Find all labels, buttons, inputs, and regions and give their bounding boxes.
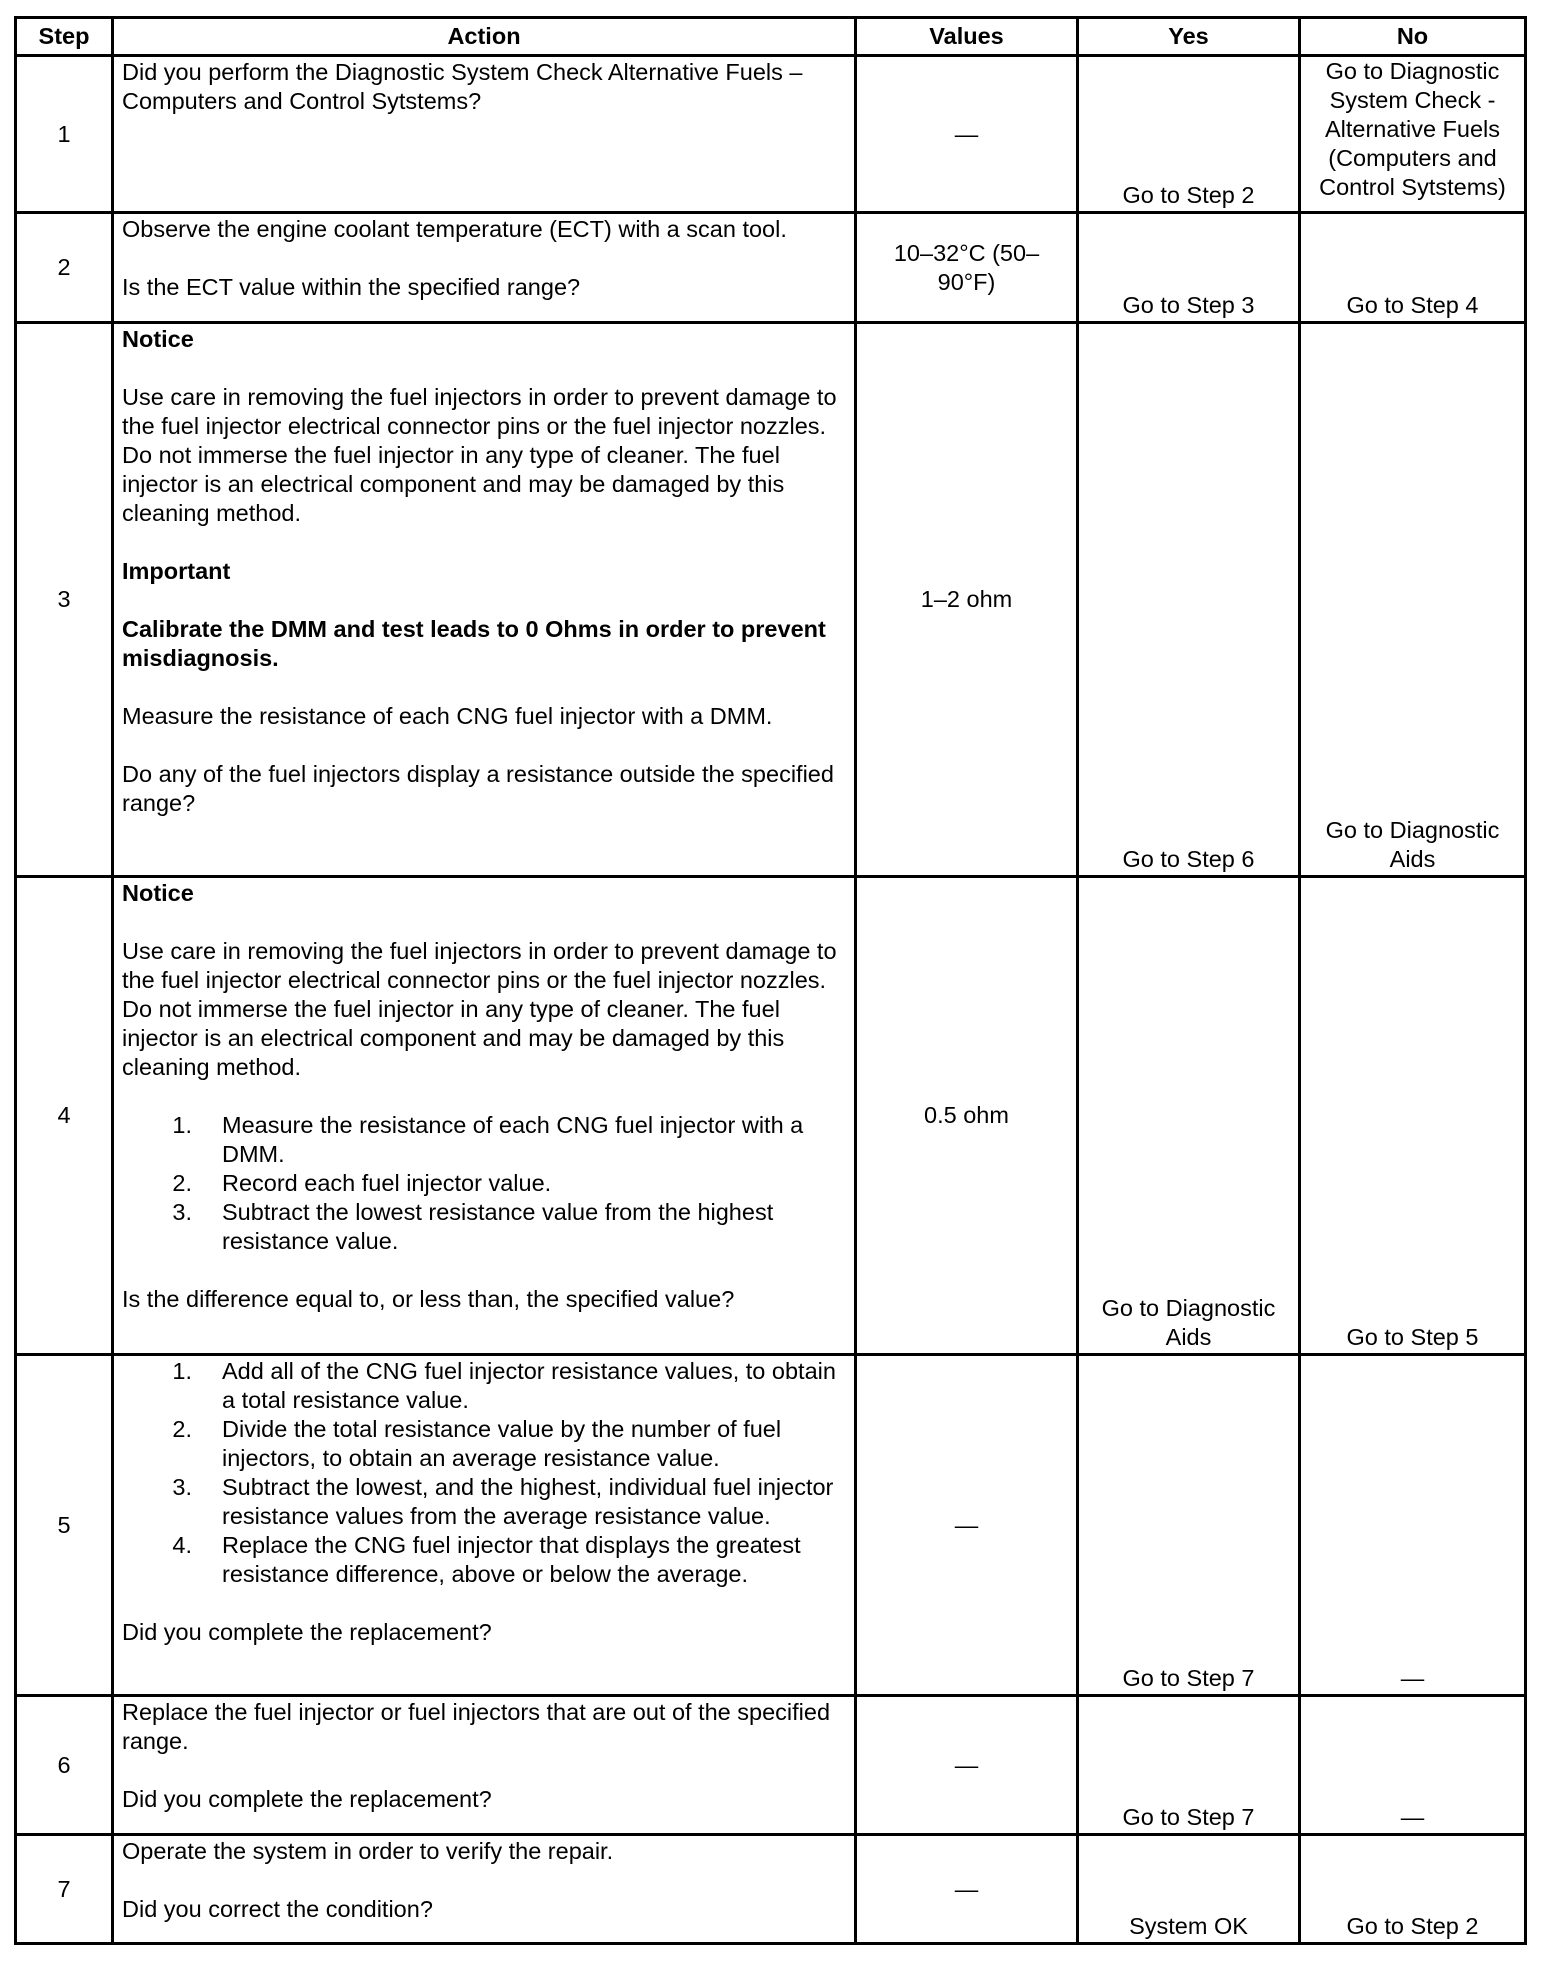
- procedure-list: [122, 1357, 846, 1589]
- table-row: [16, 323, 1526, 877]
- important-label: Important: [122, 558, 231, 584]
- list-item: 3. Subtract the lowest resistance value from the highest resistance value.: [172, 1199, 774, 1254]
- no-cell: Go to Step 4: [1300, 213, 1526, 323]
- yes-cell: Go to Step 2: [1078, 56, 1300, 213]
- step-number: 5: [16, 1355, 113, 1696]
- step-number: 3: [16, 323, 113, 877]
- action-text: Measure the resistance of each CNG fuel injector with a DMM.: [122, 703, 773, 729]
- no-cell: Go to Step 5: [1300, 877, 1526, 1355]
- header-values: Values: [856, 18, 1078, 56]
- table-row: [16, 1696, 1526, 1835]
- no-cell: Go to Step 2: [1300, 1835, 1526, 1944]
- header-action: Action: [113, 18, 856, 56]
- important-text: Calibrate the DMM and test leads to 0 Ohms in order to prevent misdiagnosis.: [122, 616, 826, 671]
- action-text: Replace the fuel injector or fuel injectors that are out of the specified range.: [122, 1699, 831, 1754]
- action-cell: [113, 323, 856, 877]
- procedure-list: [122, 1111, 846, 1256]
- action-question: Is the ECT value within the specified range?: [122, 274, 581, 300]
- action-question: Did you complete the replacement?: [122, 1619, 492, 1645]
- no-cell: Go to Diagnostic Aids: [1300, 323, 1526, 877]
- yes-cell: Go to Step 7: [1078, 1355, 1300, 1696]
- list-item: 3. Subtract the lowest, and the highest, individual fuel injector resistance values from the average resistance value.: [172, 1474, 834, 1529]
- value-cell: 1–2 ohm: [856, 323, 1078, 877]
- no-cell: Go to Diagnostic System Check - Alternative Fuels (Computers and Control Sytstems): [1300, 56, 1526, 213]
- action-question: Is the difference equal to, or less than, the specified value?: [122, 1286, 735, 1312]
- header-yes: Yes: [1078, 18, 1300, 56]
- yes-cell: System OK: [1078, 1835, 1300, 1944]
- yes-cell: Go to Step 3: [1078, 213, 1300, 323]
- table-row: [16, 56, 1526, 213]
- step-number: 7: [16, 1835, 113, 1944]
- action-question: Do any of the fuel injectors display a resistance outside the specified range?: [122, 761, 834, 816]
- yes-cell: Go to Step 6: [1078, 323, 1300, 877]
- value-cell: —: [856, 1696, 1078, 1835]
- value-cell: —: [856, 1835, 1078, 1944]
- step-number: 2: [16, 213, 113, 323]
- action-text: Observe the engine coolant temperature (ECT) with a scan tool.: [122, 216, 787, 242]
- list-item: 1. Add all of the CNG fuel injector resistance values, to obtain a total resistance value.: [172, 1358, 836, 1413]
- action-cell: [113, 56, 856, 213]
- action-cell: [113, 1696, 856, 1835]
- action-cell: [113, 213, 856, 323]
- step-number: 4: [16, 877, 113, 1355]
- no-cell: —: [1300, 1355, 1526, 1696]
- action-question: Did you complete the replacement?: [122, 1786, 492, 1812]
- no-cell: —: [1300, 1696, 1526, 1835]
- value-cell: —: [856, 56, 1078, 213]
- notice-text: Use care in removing the fuel injectors in order to prevent damage to the fuel injector electrical connector pins or the fuel injector nozzles. Do not immerse the fuel injector in any type of cleaner. The fuel injector is an electrical component and may be damaged by this cleaning method.: [122, 938, 837, 1080]
- step-number: 1: [16, 56, 113, 213]
- diagnostic-table: [14, 16, 1527, 1945]
- action-cell: [113, 1835, 856, 1944]
- list-item: 2. Record each fuel injector value.: [172, 1170, 552, 1196]
- list-item: 1. Measure the resistance of each CNG fuel injector with a DMM.: [172, 1112, 804, 1167]
- value-cell: —: [856, 1355, 1078, 1696]
- action-cell: [113, 1355, 856, 1696]
- action-text: Operate the system in order to verify the repair.: [122, 1838, 614, 1864]
- table-row: [16, 213, 1526, 323]
- list-item: 4. Replace the CNG fuel injector that displays the greatest resistance difference, above or below the average.: [172, 1532, 801, 1587]
- notice-text: Use care in removing the fuel injectors in order to prevent damage to the fuel injector electrical connector pins or the fuel injector nozzles. Do not immerse the fuel injector in any type of cleaner. The fuel injector is an electrical component and may be damaged by this cleaning method.: [122, 384, 837, 526]
- notice-label: Notice: [122, 326, 194, 352]
- header-no: No: [1300, 18, 1526, 56]
- header-step: Step: [16, 18, 113, 56]
- step-number: 6: [16, 1696, 113, 1835]
- value-cell: 10–32°C (50–90°F): [856, 213, 1078, 323]
- action-question: Did you correct the condition?: [122, 1896, 433, 1922]
- notice-label: Notice: [122, 880, 194, 906]
- action-text: Did you perform the Diagnostic System Check Alternative Fuels – Computers and Control Sytstems?: [122, 59, 803, 114]
- table-row: [16, 1835, 1526, 1944]
- yes-cell: Go to Step 7: [1078, 1696, 1300, 1835]
- action-cell: [113, 877, 856, 1355]
- header-row: [16, 18, 1526, 56]
- yes-cell: Go to Diagnostic Aids: [1078, 877, 1300, 1355]
- table-row: [16, 877, 1526, 1355]
- table-row: [16, 1355, 1526, 1696]
- list-item: 2. Divide the total resistance value by the number of fuel injectors, to obtain an average resistance value.: [172, 1416, 782, 1471]
- value-cell: 0.5 ohm: [856, 877, 1078, 1355]
